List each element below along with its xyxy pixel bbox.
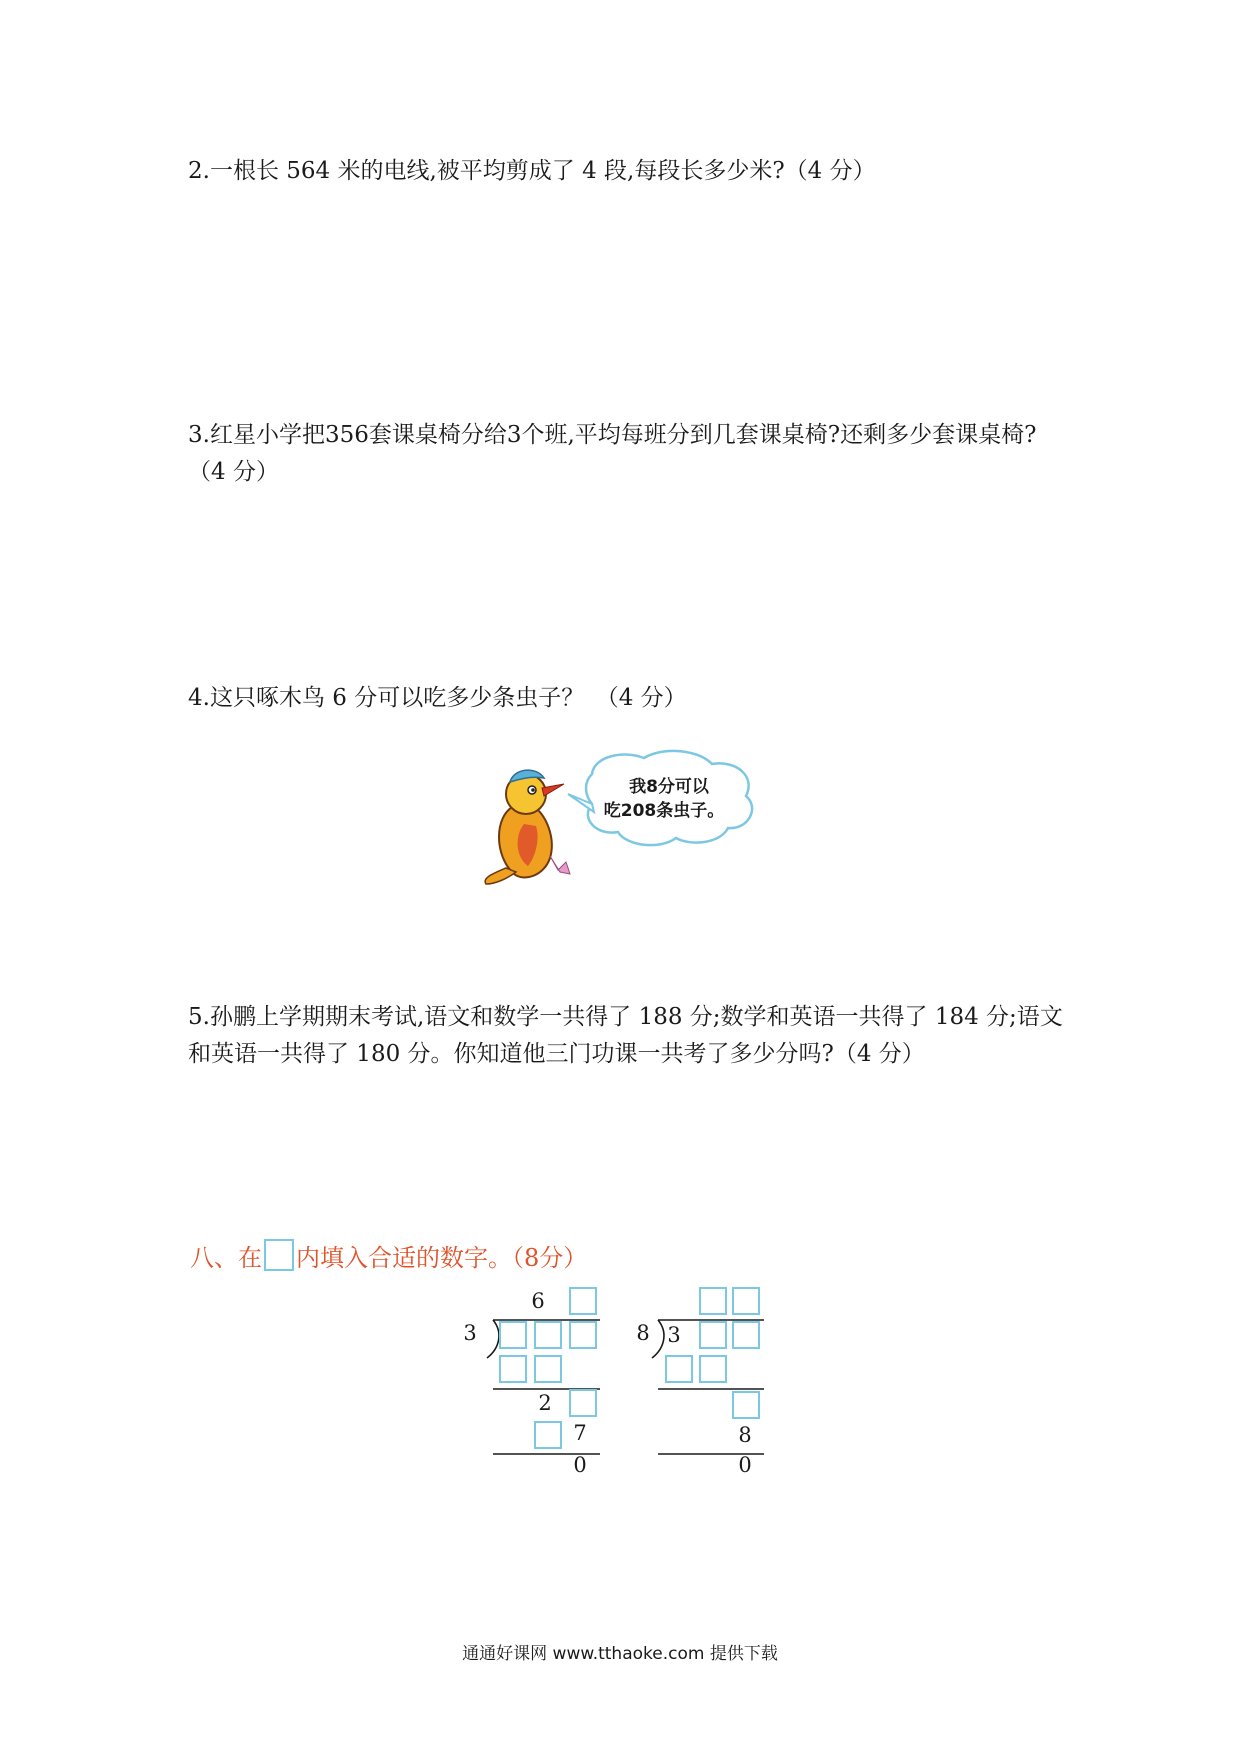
d2-remainder-box[interactable] xyxy=(733,1392,759,1418)
d2-quotient-box-1[interactable] xyxy=(700,1288,726,1314)
woodpecker-illustration xyxy=(484,746,774,886)
d1-quotient-box[interactable] xyxy=(570,1288,596,1314)
d2-product2-digit: 8 xyxy=(738,1423,752,1447)
d1-dividend-box-2[interactable] xyxy=(535,1322,561,1348)
d1-product-box-1[interactable] xyxy=(500,1356,526,1382)
d2-final: 0 xyxy=(738,1453,752,1477)
d1-product-box-2[interactable] xyxy=(535,1356,561,1382)
d1-quotient-digit: 6 xyxy=(531,1289,545,1313)
bubble-line-2: 吃208条虫子。 xyxy=(603,801,725,821)
d1-product2-box[interactable] xyxy=(535,1422,561,1448)
woodpecker-icon xyxy=(485,770,570,884)
d1-final: 0 xyxy=(573,1453,587,1477)
bubble-line-1: 我8分可以 xyxy=(629,777,709,797)
footer-text: 通通好课网 www.tthaoke.com 提供下载 xyxy=(462,1644,778,1664)
d2-divisor: 8 xyxy=(636,1321,650,1345)
d2-quotient-box-2[interactable] xyxy=(733,1288,759,1314)
question-4: 4.这只啄木鸟 6 分可以吃多少条虫子？ （4 分） xyxy=(188,685,687,711)
section-8-suffix: 内填入合适的数字。（8分） xyxy=(296,1244,588,1272)
example-answer-box xyxy=(264,1239,294,1271)
d1-dividend-box-1[interactable] xyxy=(500,1322,526,1348)
d2-dividend-box-2[interactable] xyxy=(733,1322,759,1348)
d1-divisor: 3 xyxy=(463,1321,477,1345)
speech-bubble xyxy=(568,751,752,845)
d2-dividend-digit: 3 xyxy=(667,1323,681,1347)
division-1 xyxy=(463,1288,600,1477)
d2-product-box-2[interactable] xyxy=(700,1356,726,1382)
d1-product2-digit: 7 xyxy=(573,1421,587,1445)
division-2 xyxy=(636,1288,764,1477)
question-5: 5.孙鹏上学期期末考试,语文和数学一共得了 188 分;数学和英语一共得了 184 分;语文和英语一共得了 180 分。你知道他三门功课一共考了多少分吗?（4 分） xyxy=(188,1004,1063,1067)
section-8-prefix: 八、在 xyxy=(190,1244,262,1272)
d1-remainder-digit: 2 xyxy=(538,1391,552,1415)
d1-remainder-box[interactable] xyxy=(570,1390,596,1416)
section-8-title xyxy=(190,1239,587,1276)
d2-dividend-box-1[interactable] xyxy=(700,1322,726,1348)
question-3: 3.红星小学把356套课桌椅分给3个班,平均每班分到几套课桌椅?还剩多少套课桌椅?（4 分） xyxy=(188,422,1037,485)
question-2: 2.一根长 564 米的电线,被平均剪成了 4 段,每段长多少米?（4 分） xyxy=(188,158,876,184)
d2-product-box-1[interactable] xyxy=(666,1356,692,1382)
d1-dividend-box-3[interactable] xyxy=(570,1322,596,1348)
